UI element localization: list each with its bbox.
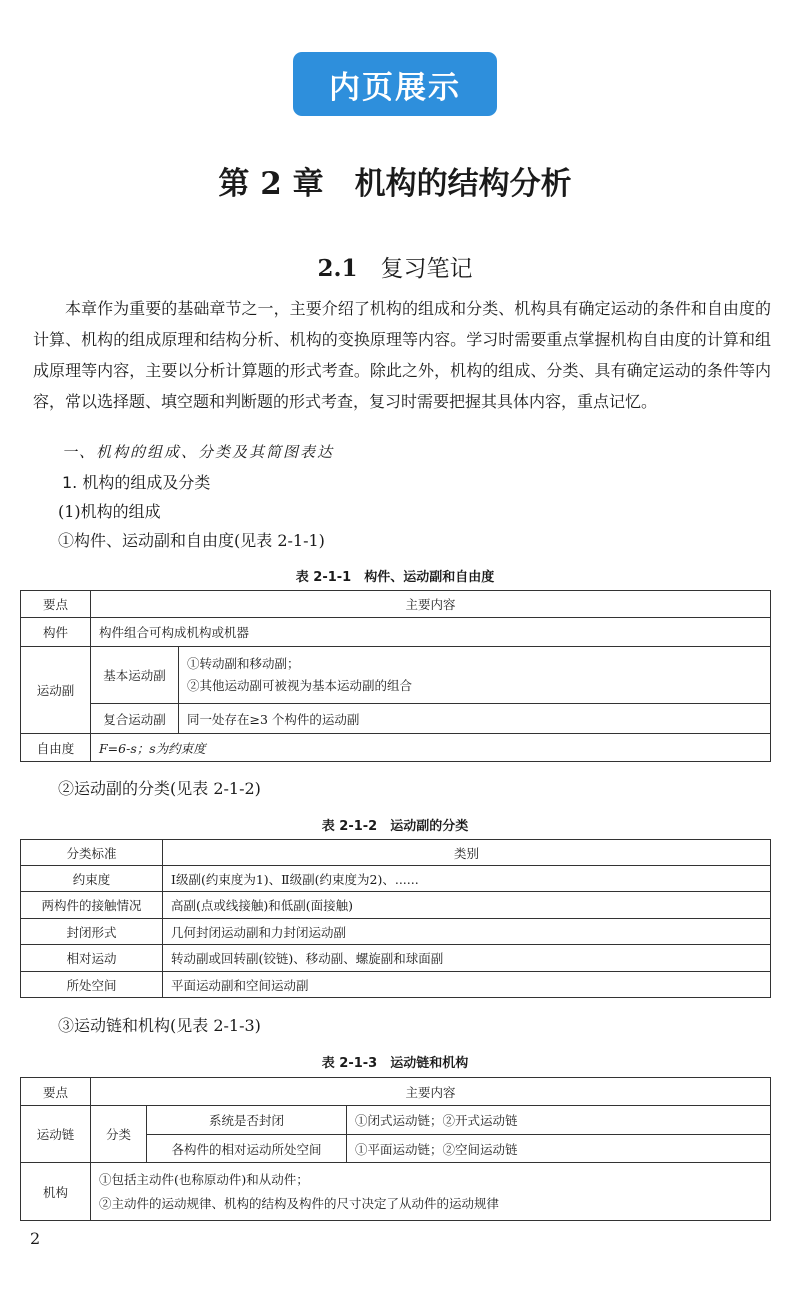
table1-subkey: 复合运动副 (91, 704, 179, 734)
table2-key: 相对运动 (21, 945, 163, 972)
table1-caption: 表 2-1-1 构件、运动副和自由度 (295, 570, 495, 585)
table1-value-line: ②其他运动副可被视为基本运动副的组合 (187, 678, 413, 693)
table2-header-content: 类别 (163, 840, 771, 866)
table2-value: 转动副或回转副(铰链)、移动副、螺旋副和球面副 (163, 945, 771, 972)
table1-key: 自由度 (21, 734, 91, 762)
table2-caption: 表 2-1-2 运动副的分类 (321, 819, 469, 834)
table3-value-line: ①包括主动件(也称原动件)和从动件； (99, 1171, 309, 1187)
table2-value: 高副(点或线接触)和低副(面接触) (163, 892, 771, 919)
section-number: 2.1 (317, 255, 358, 282)
table3-key: 机构 (21, 1163, 91, 1221)
table3-value (91, 1163, 771, 1221)
table1-key: 运动副 (21, 647, 91, 734)
table3-key: 运动链 (21, 1106, 91, 1163)
table1-value: 同一处存在≥3 个构件的运动副 (179, 704, 771, 734)
page-number: 2 (30, 1229, 41, 1248)
table2-value: 平面运动副和空间运动副 (163, 972, 771, 998)
heading-level4: ①构件、运动副和自由度(见表 2-1-1) (58, 531, 325, 550)
table3-header-key: 要点 (21, 1078, 91, 1106)
table1-value (179, 647, 771, 704)
table3-subkey: 分类 (91, 1106, 147, 1163)
table2-value: Ⅰ级副(约束度为1)、Ⅱ级副(约束度为2)、...... (163, 866, 771, 892)
subheading-2: ②运动副的分类(见表 2-1-2) (58, 779, 261, 798)
heading-level3: (1)机构的组成 (58, 502, 161, 521)
table2-key: 两构件的接触情况 (21, 892, 163, 919)
table3-value-line: ②主动件的运动规律、机构的结构及构件的尺寸决定了从动件的运动规律 (99, 1195, 500, 1211)
table3-criterion: 系统是否封闭 (147, 1106, 347, 1135)
table2-key: 封闭形式 (21, 919, 163, 945)
table-2-1-1 (20, 590, 771, 762)
table3-criterion: 各构件的相对运动所处空间 (147, 1135, 347, 1163)
table3-value: ①闭式运动链；②开式运动链 (347, 1106, 771, 1135)
table1-value: F=6-s；s为约束度 (91, 734, 771, 762)
table-2-1-2 (20, 839, 771, 998)
heading-level2: 1. 机构的组成及分类 (62, 473, 211, 492)
chapter-title: 第 2 章 机构的结构分析 (218, 166, 572, 202)
heading-level1: 一、机构的组成、分类及其简图表达 (62, 443, 335, 461)
table1-header-content: 主要内容 (91, 591, 771, 618)
section-title: 复习笔记 (380, 256, 473, 282)
table3-value: ①平面运动链；②空间运动链 (347, 1135, 771, 1163)
table3-header-content: 主要内容 (91, 1078, 771, 1106)
table1-value-line: ①转动副和移动副； (187, 656, 300, 671)
table1-value: 构件组合可构成机构或机器 (91, 618, 771, 647)
table2-header-key: 分类标准 (21, 840, 163, 866)
table1-subkey: 基本运动副 (91, 647, 179, 704)
intro-paragraph: 本章作为重要的基础章节之一，主要介绍了机构的组成和分类、机构具有确定运动的条件和自由度的计算、机构的组成原理和结构分析、机构的变换原理等内容。学习时需要重点掌握机构自由度的计算和组成原理等内容，主要以分析计算题的形式考查。除此之外，机构的组成、分类、具有确定运动的条件等内容，常以选择题、填空题和判断题的形式考查，复习时需要把握其具体内容，重点记忆。 (33, 299, 771, 411)
subheading-3: ③运动链和机构(见表 2-1-3) (58, 1016, 261, 1035)
table2-key: 所处空间 (21, 972, 163, 998)
table2-value: 几何封闭运动副和力封闭运动副 (163, 919, 771, 945)
table1-header-key: 要点 (21, 591, 91, 618)
table2-key: 约束度 (21, 866, 163, 892)
table3-caption: 表 2-1-3 运动链和机构 (321, 1056, 469, 1071)
table1-key: 构件 (21, 618, 91, 647)
page-badge: 内页展示 (293, 52, 497, 116)
table-2-1-3 (20, 1077, 771, 1221)
section-heading (0, 250, 790, 283)
